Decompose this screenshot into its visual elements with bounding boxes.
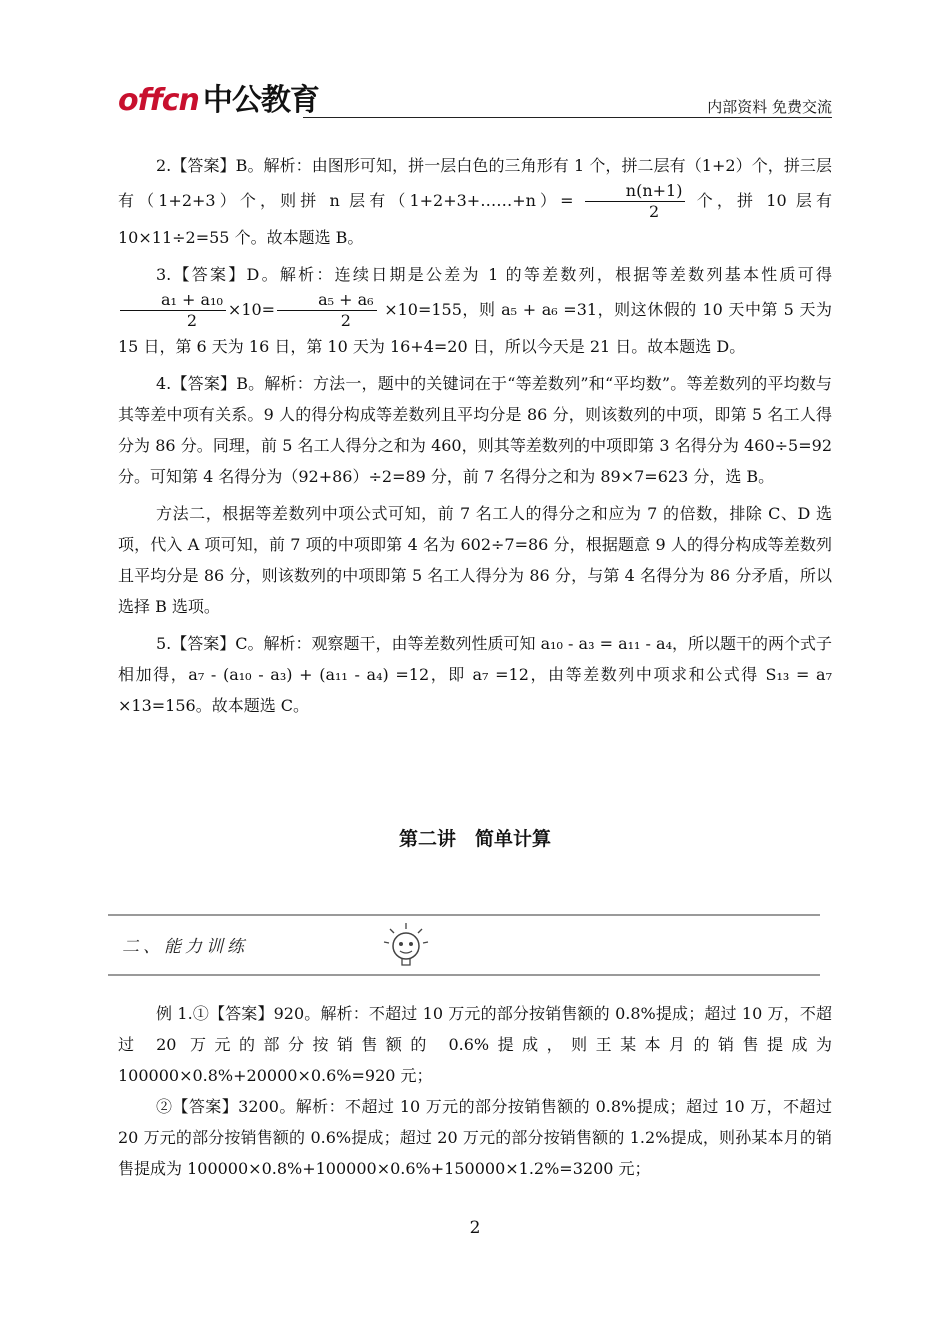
- q3-text-a: 3.【答案】D。解析：连续日期是公差为 1 的等差数列，根据等差数列基本性质可得: [156, 265, 832, 284]
- example-1-2: ②【答案】3200。解析：不超过 10 万元的部分按销售额的 0.8%提成；超过 10 万，不超过 20 万元的部分按销售额的 0.6%提成；超过 20 万元的部分按销售额的 1.2%提成，则孙某本月的销售提成为 100000×0.8%+100000×0.6%+150000×1.2%=3200 元；: [118, 1097, 832, 1178]
- q2-text-a: 2.【答案】B。解析：由图形可知，拼一层白色的三角形有 1 个，拼二层有（1+2）个，拼三层有（1+2+3）个，则拼 n 层有（1+2+3+……+n）=: [118, 156, 832, 210]
- q3-frac2-num: a₅ + a₆: [277, 290, 376, 311]
- q3-text-b: ×10=155，则 a₅ + a₆ =31，则这休假的 10 天中第 5 天为 15 日，第 6 天为 16 日，第 10 天为 16+4=20 日，所以今天是 21 日。故本题选 D。: [118, 300, 832, 356]
- examples-body: [118, 998, 832, 1184]
- q3-frac1-num: a₁ + a₁₀: [120, 290, 226, 311]
- answers-body: [118, 150, 832, 721]
- banner-top-rule: [108, 914, 820, 916]
- q2-frac-num: n(n+1): [585, 181, 686, 202]
- q3-mid: ×10=: [227, 300, 276, 319]
- answer-q2: [118, 150, 832, 253]
- q3-frac1-den: 2: [186, 311, 198, 330]
- section-banner: [108, 914, 820, 976]
- answer-q4-method2: 方法二，根据等差数列中项公式可知，前 7 名工人的得分之和应为 7 的倍数，排除 C、D 选项，代入 A 项可知，前 7 项的中项即第 4 名为 602÷7=86 分，根据题意 9 人的得分构成等差数列且平均分是 86 分，则该数列的中项即第 5 名工人得分为 86 分，与第 4 名得分为 86 分矛盾，所以选择 B 选项。: [118, 504, 832, 616]
- q2-fraction: [585, 181, 686, 222]
- logo-cn: 中公教育: [202, 83, 319, 118]
- lightbulb-mascot-icon: [378, 920, 434, 968]
- section-title: 第二讲 简单计算: [398, 828, 551, 850]
- logo-latin: offcn: [118, 83, 199, 118]
- q3-fraction-2: [277, 290, 376, 331]
- header-note: 内部资料 免费交流: [707, 98, 832, 116]
- answer-q3: [118, 259, 832, 362]
- q3-fraction-1: [120, 290, 226, 331]
- q3-frac2-den: 2: [340, 311, 351, 330]
- example-1-1: 例 1.①【答案】920。解析：不超过 10 万元的部分按销售额的 0.8%提成；超过 10 万，不超过 20 万元的部分按销售额的 0.6%提成，则王某本月的销售提成为 100000×0.8%+20000×0.6%=920 元；: [118, 1004, 832, 1085]
- header-rule: [303, 117, 832, 118]
- offcn-logo: [118, 84, 319, 118]
- q2-text-b: 个，拼 10 层有 10×11÷2=55 个。故本题选 B。: [118, 191, 832, 247]
- banner-label: 二、能力训练: [122, 937, 248, 957]
- page-header: [118, 84, 832, 120]
- page-number: 2: [469, 1218, 481, 1238]
- q2-frac-den: 2: [649, 202, 660, 221]
- answer-q4: 4.【答案】B。解析：方法一，题中的关键词在于“等差数列”和“平均数”。等差数列的平均数与其等差中项有关系。9 人的得分构成等差数列且平均分是 86 分，则该数列的中项，即第 5 名工人得分为 86 分。同理，前 5 名工人得分之和为 460，则其等差数列的中项即第 3 名得分为 460÷5=92 分。可知第 4 名得分为（92+86）÷2=89 分，前 7 名得分之和为 89×7=623 分，选 B。: [118, 374, 832, 486]
- answer-q5: 5.【答案】C。解析：观察题干，由等差数列性质可知 a₁₀ - a₃ = a₁₁ - a₄，所以题干的两个式子相加得，a₇ - (a₁₀ - a₃) + (a₁₁ - a₄) =12，即 a₇ =12，由等差数列中项求和公式得 S₁₃ = a₇ ×13=156。故本题选 C。: [118, 634, 832, 715]
- banner-bottom-rule: [108, 974, 820, 976]
